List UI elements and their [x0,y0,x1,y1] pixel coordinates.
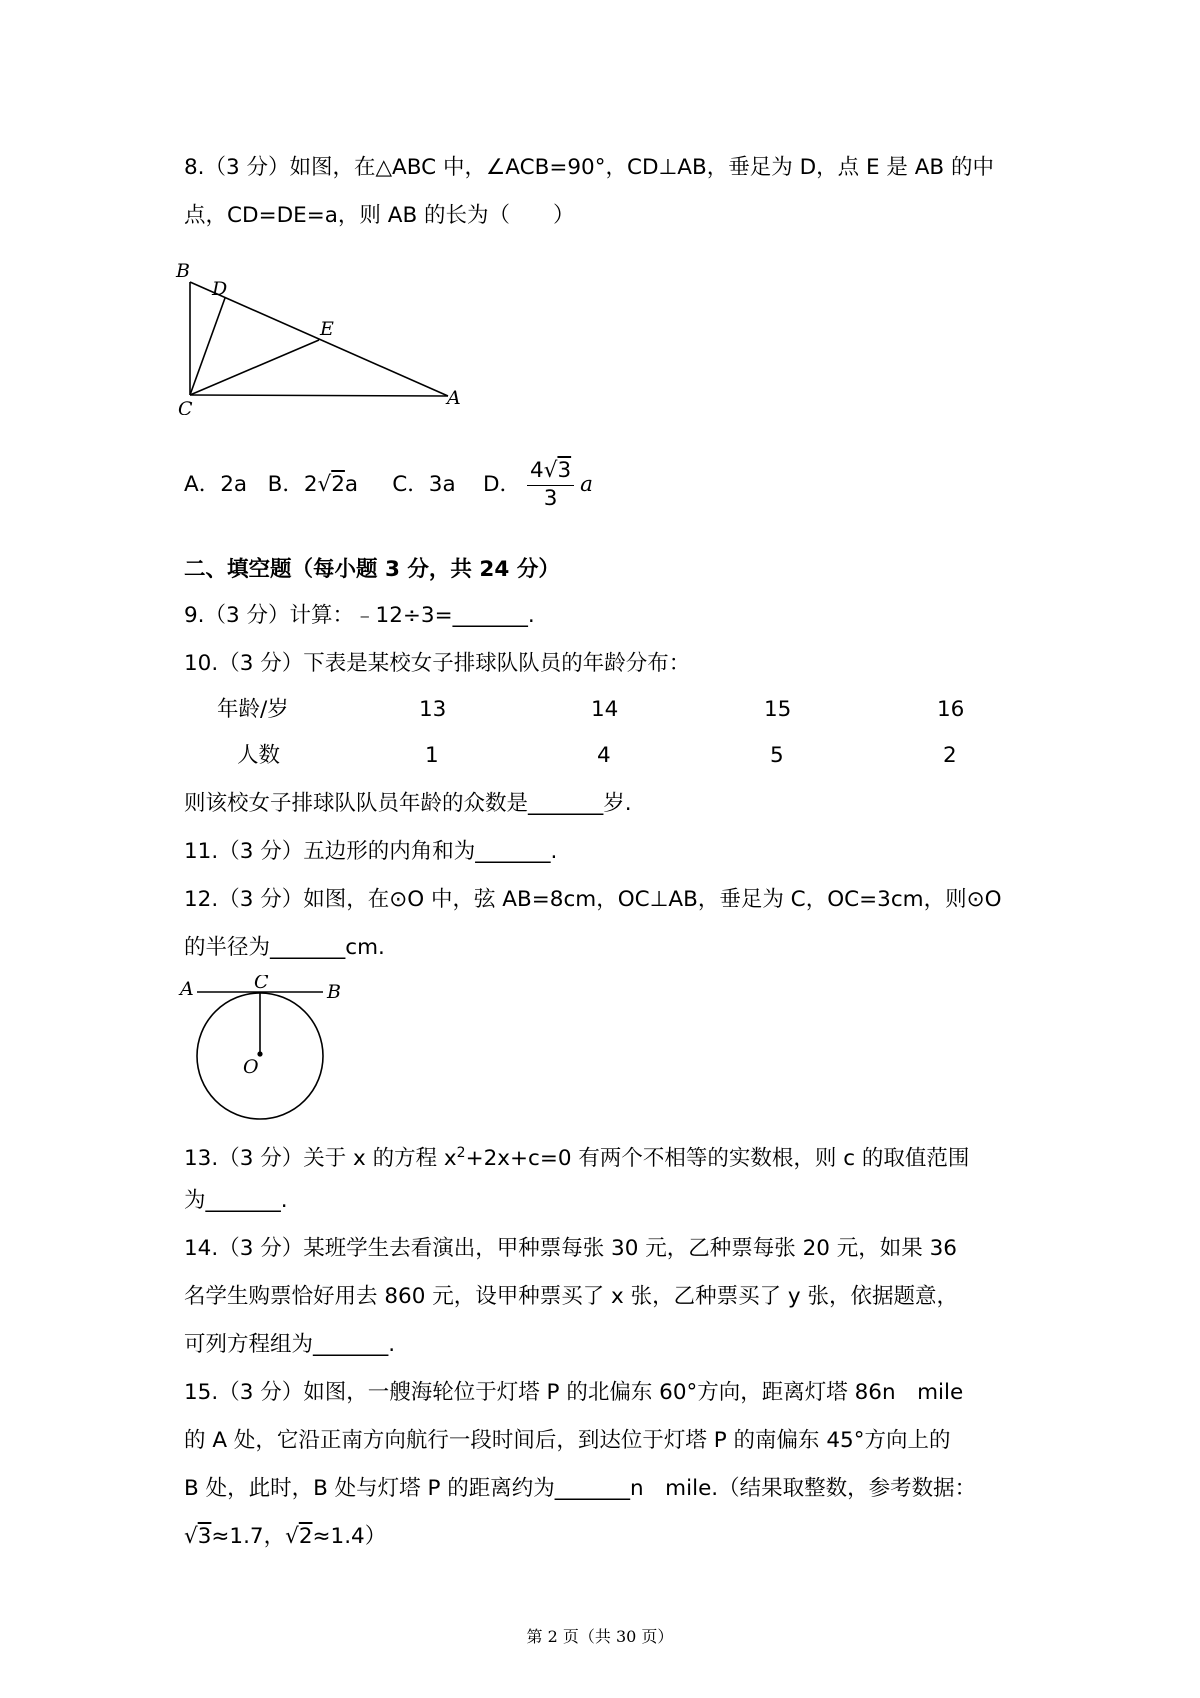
q13-line-1: 13.（3 分）关于 x 的方程 $x^2+2x+c=0$ 有两个不相等的实数根，则 c 的取值范围 [184,1145,970,1172]
table-cell: 15 [764,697,792,722]
label-a: A [447,387,461,409]
option-d: D． $\frac{4√3}{3}$ a [482,457,593,511]
q10-after: 则该校女子排球队队员年龄的众数是_______岁. [184,791,632,816]
q8-options [184,455,593,515]
q15-line-2: 的 A 处，它沿正南方向航行一段时间后，到达位于灯塔 P 的南偏东 45°方向上的 [184,1428,951,1453]
table-cell: 2 [943,743,957,768]
q15-line-4: √3≈1.7，√2≈1.4） [184,1524,387,1549]
table-row1-header: 年龄/岁 [217,697,289,722]
segment-ce [190,340,319,395]
q10-text: 10.（3 分）下表是某校女子排球队队员的年龄分布： [184,651,691,676]
table-cell: 4 [597,743,611,768]
label-b: B [176,260,190,282]
table-cell: 5 [770,743,784,768]
q14-line-1: 14.（3 分）某班学生去看演出，甲种票每张 30 元，乙种票每张 20 元，如果 36 [184,1236,957,1261]
label-d: D [212,278,228,300]
segment-ca [190,395,448,396]
option-b: B．2√2a [267,472,359,497]
page-footer: 第 2 页（共 30 页） [526,1627,674,1646]
option-a: A．2a [184,472,248,497]
triangle-figure [170,255,470,415]
label-e: E [320,318,334,340]
table-cell: 14 [591,697,619,722]
q15-line-3: B 处，此时，B 处与灯塔 P 的距离约为_______n mile.（结果取整数，参考数据： [184,1476,977,1501]
q8-line-1: 8.（3 分）如图，在△ABC 中，∠ACB=90°，CD⊥AB，垂足为 D，点 E 是 AB 的中 [184,155,994,180]
q12-line-1: 12.（3 分）如图，在⊙O 中，弦 AB=8cm，OC⊥AB，垂足为 C，OC=3cm，则⊙O [184,887,1002,912]
label-b: B [327,981,341,1003]
q14-line-2: 名学生购票恰好用去 860 元，设甲种票买了 x 张，乙种票买了 y 张，依据题意， [184,1284,958,1309]
q8-line-2: 点，CD=DE=a，则 AB 的长为（ ） [184,203,575,228]
table-row2-header: 人数 [237,743,281,768]
q11-text: 11.（3 分）五边形的内角和为_______. [184,839,558,864]
table-cell: 16 [937,697,965,722]
fraction-4root3-over-3: $\frac{4√3}{3}$ [527,459,574,512]
table-cell: 1 [425,743,439,768]
q12-line-2: 的半径为_______cm. [184,935,385,960]
label-c: C [178,398,193,415]
q13-line-2: 为_______. [184,1188,288,1213]
label-o: O [243,1056,259,1078]
section-2-title: 二、填空题（每小题 3 分，共 24 分） [184,557,560,582]
label-a: A [180,978,194,1000]
q14-line-3: 可列方程组为_______. [184,1332,396,1357]
q9-text: 9.（3 分）计算：﹣12÷3=_______. [184,603,535,628]
circle-figure [178,975,358,1125]
table-cell: 13 [419,697,447,722]
q15-line-1: 15.（3 分）如图，一艘海轮位于灯塔 P 的北偏东 60°方向，距离灯塔 86n mile [184,1380,964,1405]
segment-cd [190,298,225,395]
option-c: C．3a [392,472,456,497]
label-c: C [254,975,269,993]
